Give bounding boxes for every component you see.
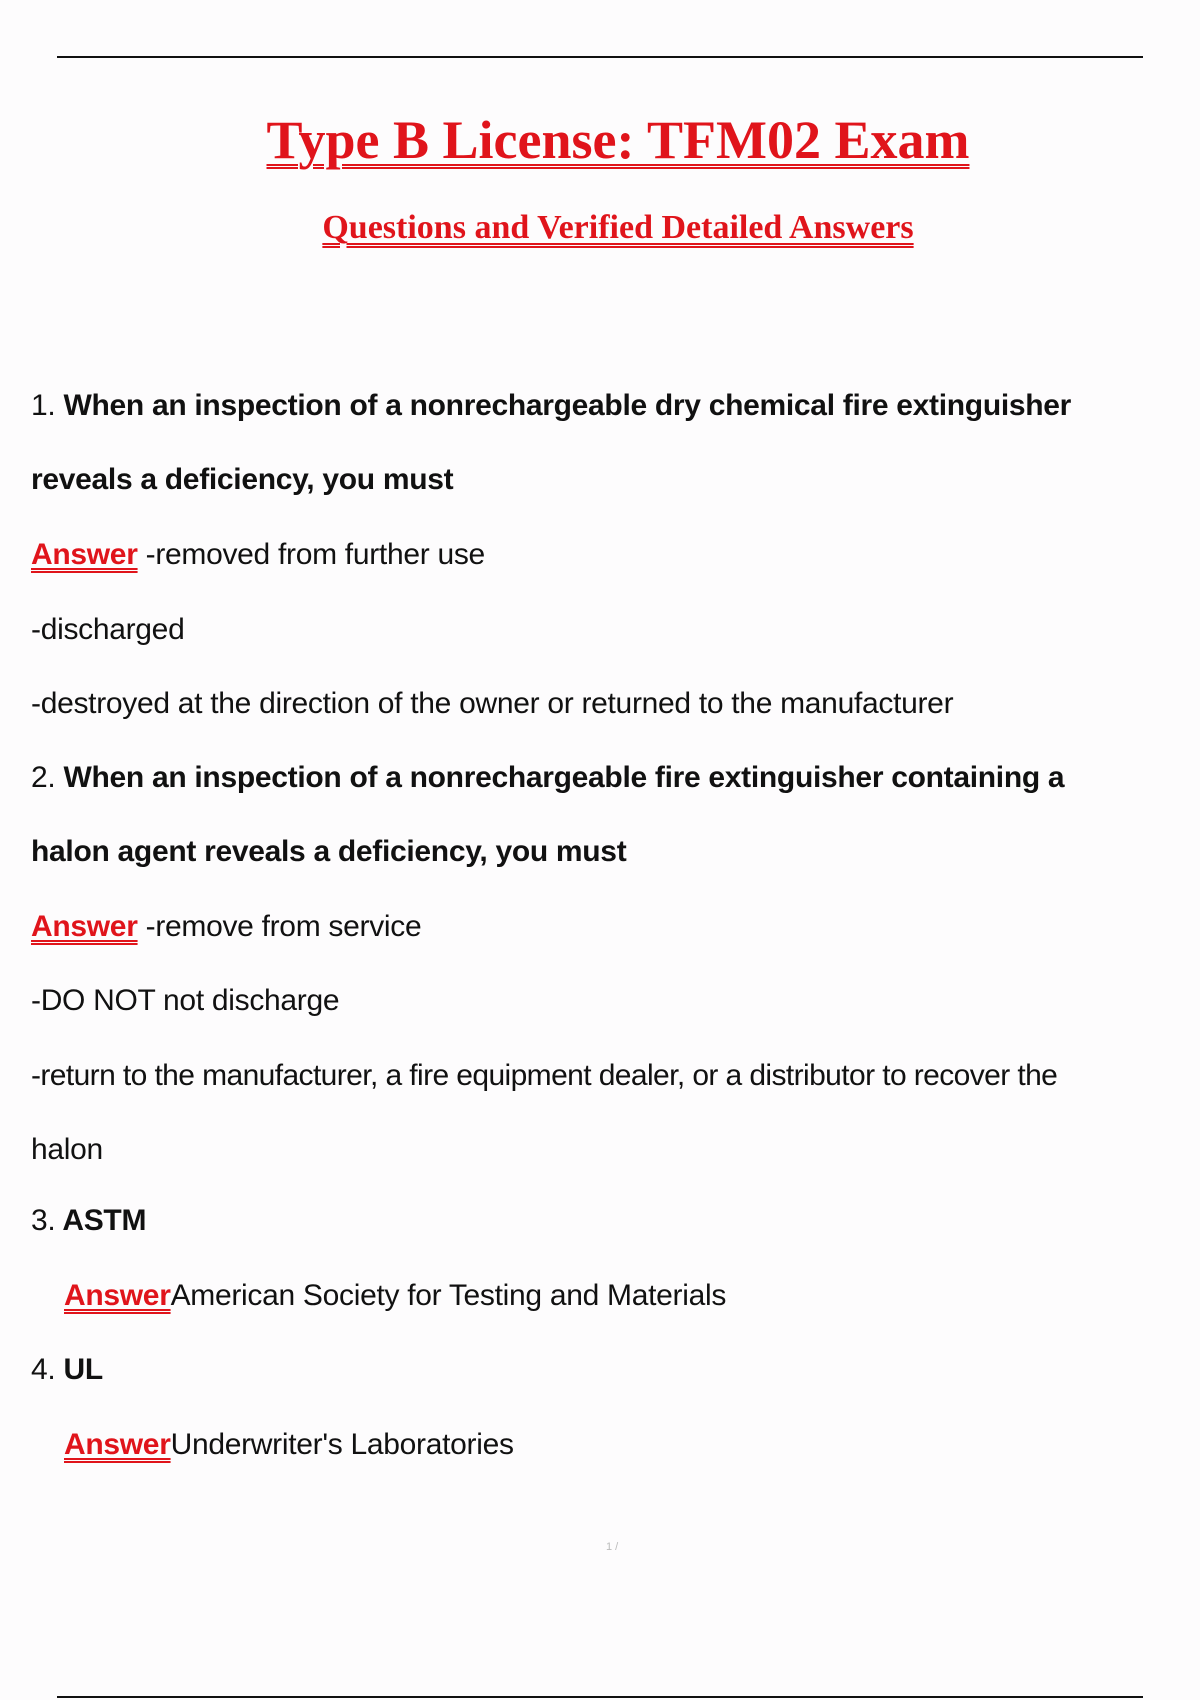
answer-label: Answer	[31, 910, 138, 943]
answer-3-line-1	[64, 1276, 1170, 1316]
answer-1-line-2: -discharged	[31, 613, 185, 646]
answer-text: -removed from further use	[145, 538, 485, 571]
answer-text: American Society for Testing and Materials	[170, 1279, 727, 1312]
answer-label: Answer	[64, 1428, 171, 1461]
question-number: 3.	[31, 1204, 56, 1237]
question-text: When an inspection of a nonrechargeable dry chemical fire extinguisher	[63, 389, 1072, 422]
question-text: UL	[63, 1353, 103, 1386]
answer-2-line-1	[31, 907, 1170, 947]
bottom-rule	[57, 1696, 1143, 1698]
question-text: When an inspection of a nonrechargeable fire extinguisher containing a	[63, 761, 1065, 794]
question-text: ASTM	[62, 1204, 147, 1237]
answer-2-line-3: -return to the manufacturer, a fire equipment dealer, or a distributor to recover the	[31, 1059, 1058, 1092]
question-number: 2.	[31, 761, 56, 794]
question-2-line-1	[31, 758, 1170, 798]
question-1-line-2: reveals a deficiency, you must	[31, 463, 454, 496]
question-2-line-2: halon agent reveals a deficiency, you must	[31, 835, 627, 868]
question-4-line-1	[31, 1350, 1170, 1390]
answer-1-line-1	[31, 535, 1170, 575]
answer-2-line-2: -DO NOT not discharge	[31, 984, 340, 1017]
question-3-line-1	[31, 1201, 1170, 1241]
answer-1-line-3: -destroyed at the direction of the owner or returned to the manufacturer	[31, 687, 954, 720]
question-number: 1.	[31, 389, 56, 422]
page-number-marker: 1 /	[606, 1541, 619, 1553]
question-number: 4.	[31, 1353, 56, 1386]
question-1-line-1	[31, 386, 1170, 426]
answer-label: Answer	[31, 538, 138, 571]
top-rule	[57, 56, 1143, 58]
answer-2-line-4: halon	[31, 1133, 103, 1166]
document-title: Type B License: TFM02 Exam	[266, 110, 970, 170]
answer-text: Underwriter's Laboratories	[170, 1428, 514, 1461]
answer-4-line-1	[64, 1425, 1170, 1465]
document-subtitle: Questions and Verified Detailed Answers	[322, 209, 914, 246]
answer-label: Answer	[64, 1279, 171, 1312]
answer-text: -remove from service	[145, 910, 422, 943]
